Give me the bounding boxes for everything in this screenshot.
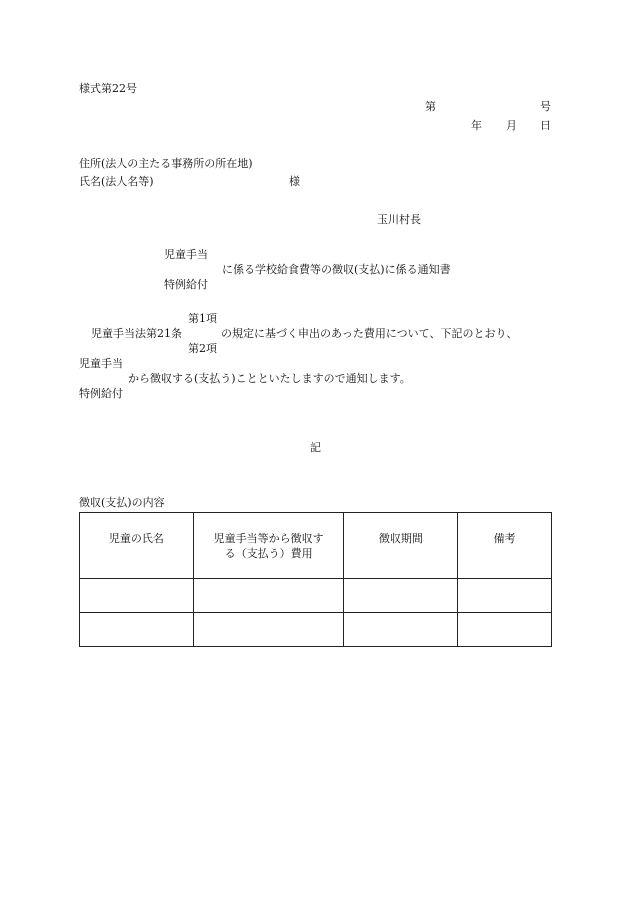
table-cell xyxy=(344,613,458,647)
table-cell xyxy=(80,613,194,647)
table-cell xyxy=(344,579,458,613)
ki-marker: 記 xyxy=(310,441,321,454)
body-option-jidou-teate: 児童手当 xyxy=(79,357,123,370)
title-main: に係る学校給食費等の徴収(支払)に係る通知書 xyxy=(222,263,451,276)
date-year: 年 xyxy=(471,119,482,132)
date-day: 日 xyxy=(540,119,551,132)
section-title: 徴収(支払)の内容 xyxy=(79,496,165,509)
header-remarks: 備考 xyxy=(458,513,552,579)
date-month: 月 xyxy=(506,119,517,132)
body-line-1: の規定に基づく申出のあった費用について、下記のとおり、 xyxy=(221,327,518,340)
table-cell xyxy=(193,613,344,647)
table-cell xyxy=(458,579,552,613)
header-child-name: 児童の氏名 xyxy=(80,513,194,579)
law-reference: 児童手当法第21条 xyxy=(91,327,182,340)
address-label: 住所(法人の主たる事務所の所在地) xyxy=(79,157,253,170)
collection-details-table xyxy=(79,512,552,647)
issuer: 玉川村長 xyxy=(377,213,421,226)
header-collection-period: 徴収期間 xyxy=(344,513,458,579)
title-option-jidou-teate: 児童手当 xyxy=(164,248,208,261)
table-cell xyxy=(80,579,194,613)
table-cell xyxy=(193,579,344,613)
header-collected-cost-label: 児童手当等から徴収する（支払う）費用 xyxy=(213,532,324,560)
table-row xyxy=(80,579,552,613)
body-line-2: から徴収する(支払う)ことといたしますので通知します。 xyxy=(128,372,411,385)
table-row xyxy=(80,613,552,647)
clause-2: 第2項 xyxy=(188,342,217,355)
doc-number-prefix: 第 xyxy=(425,100,436,113)
name-label: 氏名(法人名等) xyxy=(79,175,154,188)
table-header-row xyxy=(80,513,552,579)
table-cell xyxy=(458,613,552,647)
header-collected-cost xyxy=(193,513,344,579)
title-option-tokurei-kyuufu: 特例給付 xyxy=(164,278,208,291)
honorific: 様 xyxy=(289,175,300,188)
clause-1: 第1項 xyxy=(188,312,217,325)
doc-number-suffix: 号 xyxy=(540,100,551,113)
form-number: 様式第22号 xyxy=(79,82,137,95)
body-option-tokurei-kyuufu: 特例給付 xyxy=(79,387,123,400)
